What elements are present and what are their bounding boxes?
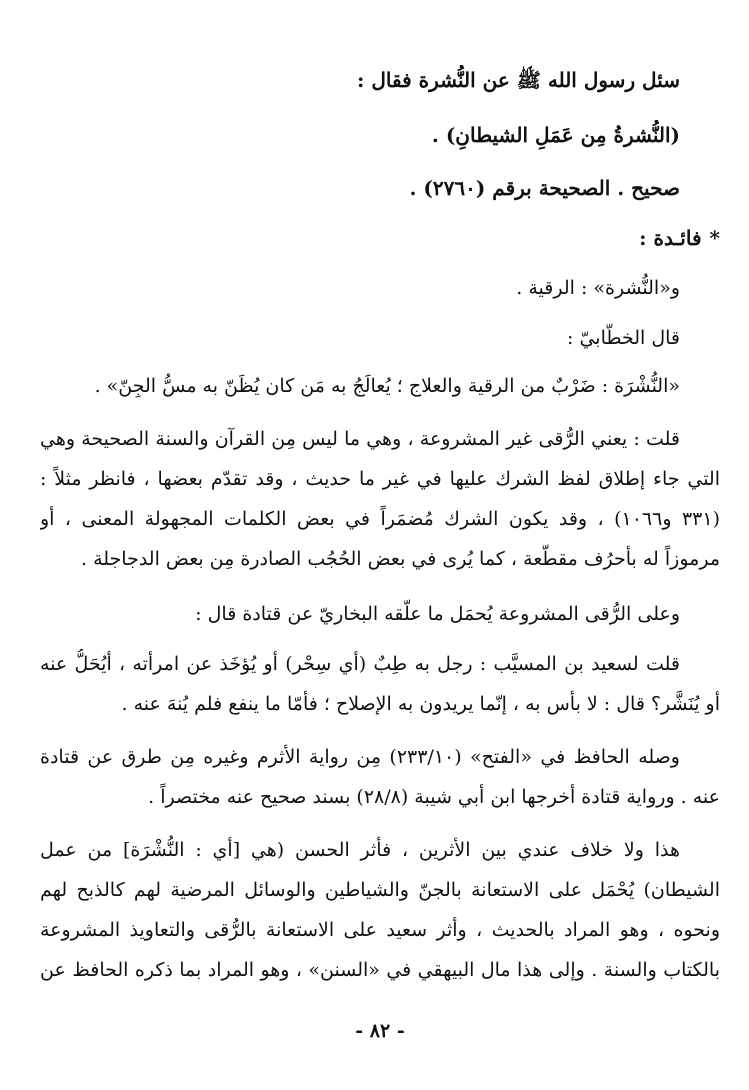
paragraph-line: وعلى الرُّقى المشروعة يُحمَل ما علّقه البخاريّ عن قتادة قال : [195, 603, 680, 625]
quote-line: أو يُنَشَّر؟ قال : لا بأس به ، إنّما يريدون به الإصلاح ؛ فأمّا ما ينفع فلم يُنهَ عنه . [121, 693, 720, 715]
paragraph-line: هذا ولا خلاف عندي بين الأثرين ، فأثر الحسن (هي [أي : النُّشْرَة] من عمل [40, 839, 680, 861]
faida-heading: فائـدة : [639, 226, 702, 250]
paragraph-line: قلت : يعني الرُّقى غير المشروعة ، وهي ما ليس مِن القرآن والسنة الصحيحة وهي [40, 428, 680, 450]
quote-line: «النُّشْرَة : ضَرْبٌ من الرقية والعلاج ؛ يُعالَجُ به مَن كان يُظَنّ به مسُّ الجِنّ» . [94, 375, 680, 397]
paragraph-line: مرموزاً له بأحرُف مقطَّعة ، كما يُرى في بعض الحُجُب الصادرة مِن بعض الدجاجلة . [81, 548, 720, 570]
paragraph-line: (٣٣١ و١٠٦٦) ، وقد يكون الشرك مُضمَراً في بعض الكلمات المجهولة المعنى ، أو [40, 508, 720, 530]
document-page [40, 30, 720, 1070]
paragraph-line: وصله الحافظ في «الفتح» (٢٣٣/١٠) مِن رواية الأثرم وغيره مِن طرق عن قتادة [40, 746, 680, 768]
quote-line: قلت لسعيد بن المسيَّب : رجل به طِبٌ (أي سِحْر) أو يُؤخَذ عن امرأته ، أيُحَلُّ عنه [40, 653, 680, 675]
paragraph-line: قال الخطَّابيّ : [567, 327, 680, 349]
paragraph-line: بالكتاب والسنة . وإلى هذا مال البيهقي في «السنن» ، وهو المراد بما ذكره الحافظ عن [40, 959, 720, 981]
paragraph-line: الشيطان) يُحْمَل على الاستعانة بالجنّ والشياطين والوسائل المرضية لهم كالذبح لهم [40, 879, 720, 901]
page-number: - ٨٢ - [355, 1020, 405, 1042]
paragraph-line: و«النُّشرة» : الرقية . [516, 277, 680, 299]
hadith-grading: صحيح . الصحيحة برقم (٢٧٦٠) . [409, 176, 680, 200]
star-icon: * [709, 226, 720, 250]
paragraph-line: عنه . ورواية قتادة أخرجها ابن أبي شيبة (٢٨/٨) بسند صحيح عنه مختصراً . [148, 786, 720, 808]
hadith-text: (النُّشرةُ مِن عَمَلِ الشيطانِ) . [431, 123, 680, 147]
paragraph-line: التي جاء إطلاق لفظ الشرك عليها في غير ما حديث ، وقد تقدّم بعضها ، فانظر مثلاً : [40, 468, 720, 490]
faida-heading-row [40, 223, 720, 253]
hadith-question: سئل رسول الله ﷺ عن النُّشرة فقال : [357, 68, 680, 92]
paragraph-line: ونحوه ، وهو المراد بالحديث ، وأثر سعيد على الاستعانة بالرُّقى والتعاويذ المشروعة [40, 919, 720, 941]
